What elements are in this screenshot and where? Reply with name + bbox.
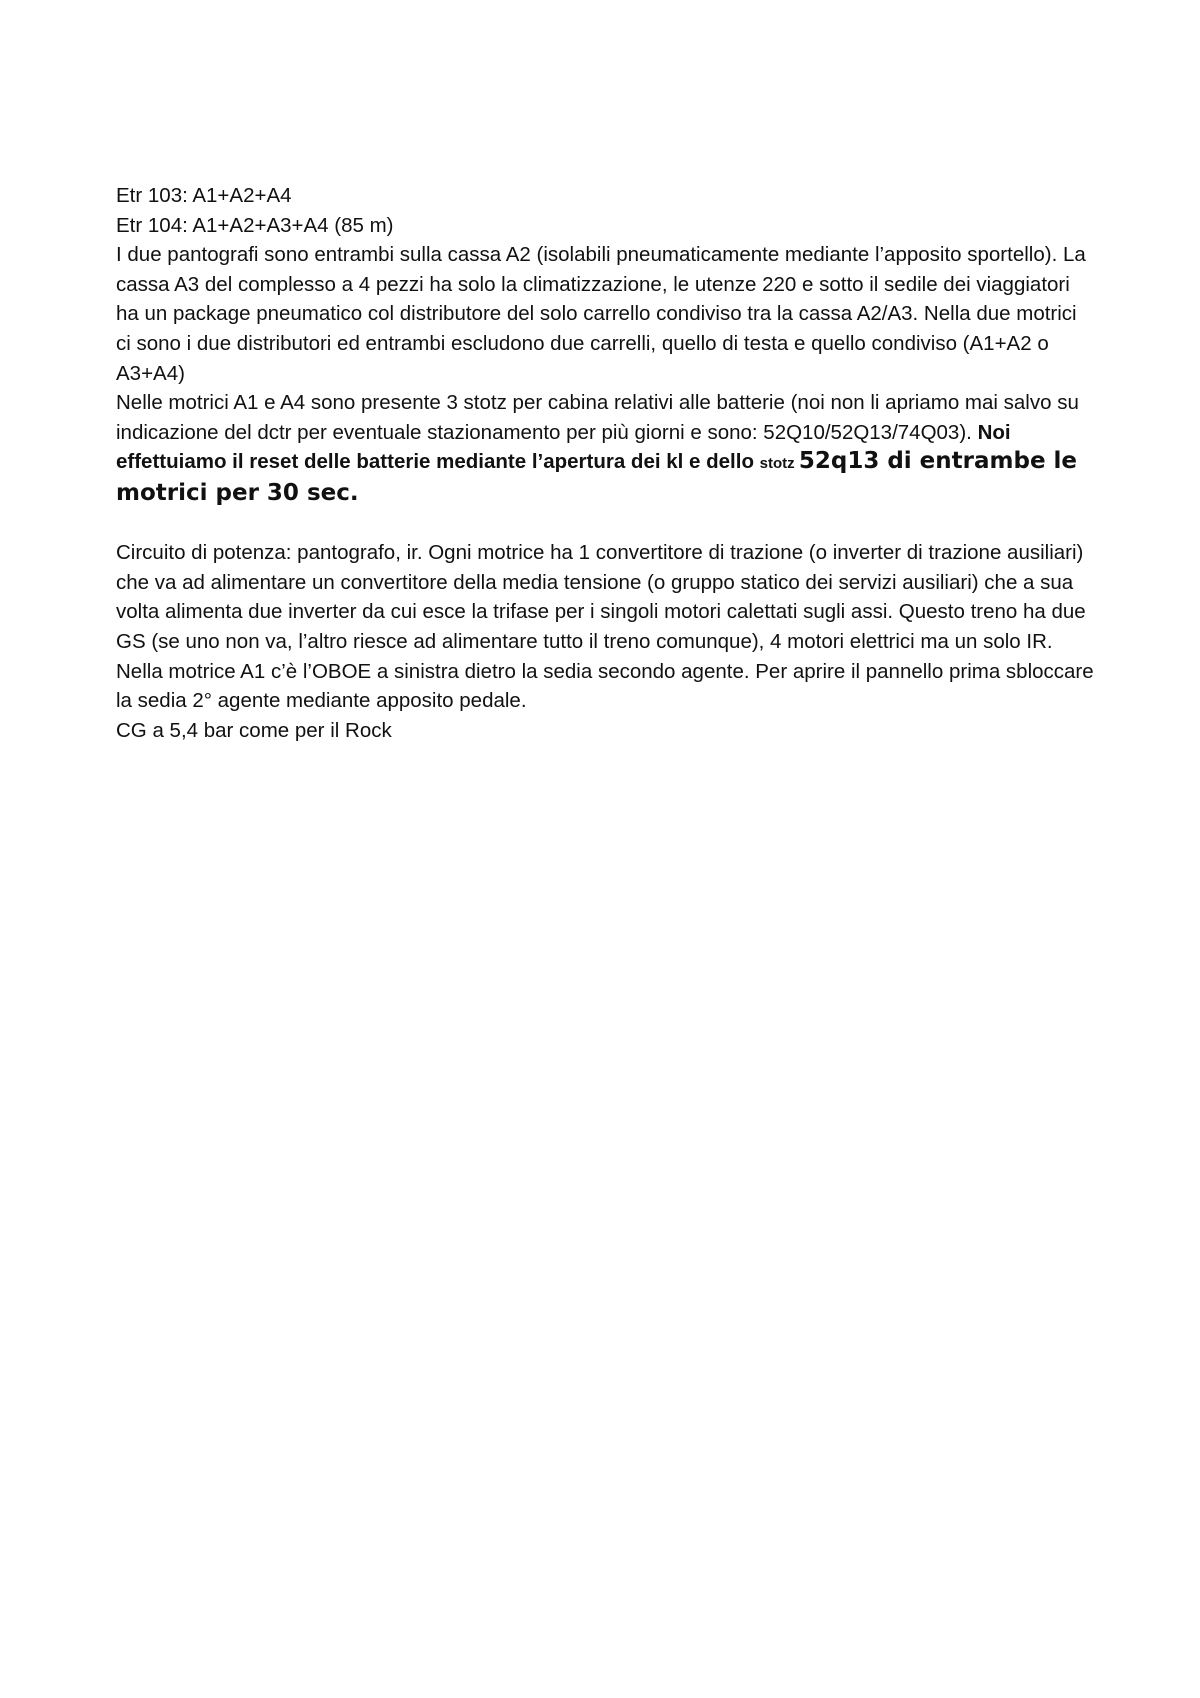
etr103-line: Etr 103: A1+A2+A4 <box>116 184 292 207</box>
batterie-text: Nelle motrici A1 e A4 sono presente 3 stotz per cabina relativi alle batterie (noi non li apriamo mai salvo su indicazione del dctr per eventuale stazionamento per più giorni e sono: 52Q10/52Q13/74Q03). <box>116 391 1079 444</box>
etr104-line: Etr 104: A1+A2+A3+A4 (85 m) <box>116 213 394 237</box>
paragraph-gap <box>116 509 1096 539</box>
batterie-reset-text: Noi effettuiamo il reset delle batterie mediante l’apertura dei kl e dello <box>116 420 1011 474</box>
batterie-stotz-text: stotz <box>759 455 799 473</box>
batterie-paragraph <box>116 388 1096 508</box>
pantografi-paragraph: I due pantografi sono entrambi sulla cassa A2 (isolabili pneumaticamente mediante l’apposito sportello). La cassa A3 del complesso a 4 pezzi ha solo la climatizzazione, le utenze 220 e sotto il sedile dei viaggiatori ha un package pneumatico col distributore del solo carrello condiviso tra la cassa A2/A3. Nella due motrici ci sono i due distributori ed entrambi escludono due carrelli, quello di testa e quello condiviso (A1+A2 o A3+A4) <box>116 243 1086 385</box>
batterie-52q13-text: 52q13 di entrambe le motrici per 30 sec. <box>116 448 1078 506</box>
circuito-paragraph: Circuito di potenza: pantografo, ir. Ogni motrice ha 1 convertitore di trazione (o inverter di trazione ausiliari) che va ad alimentare un convertitore della media tensione (o gruppo statico dei servizi ausiliari) che a sua volta alimenta due inverter da cui esce la trifase per i singoli motori calettati sugli assi. Questo treno ha due GS (se uno non va, l’altro riesce ad alimentare tutto il treno comunque), 4 motori elettrici ma un solo IR. <box>116 541 1086 653</box>
oboe-paragraph: Nella motrice A1 c’è l’OBOE a sinistra dietro la sedia secondo agente. Per aprire il pannello prima sbloccare la sedia 2° agente mediante apposito pedale. <box>116 659 1094 713</box>
document-body <box>116 181 1096 745</box>
cg-line: CG a 5,4 bar come per il Rock <box>116 718 392 742</box>
